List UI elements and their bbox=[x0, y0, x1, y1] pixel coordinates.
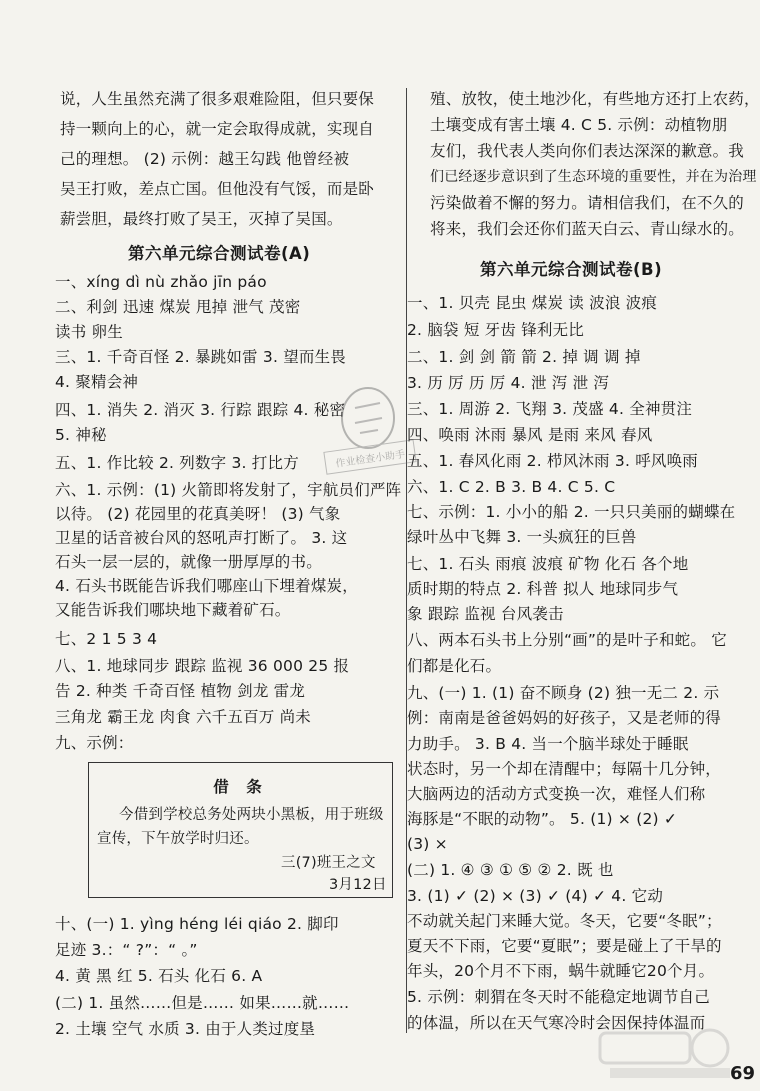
left-intro-line: 薪尝胆，最终打败了吴王，灭掉了吴国。 bbox=[60, 210, 343, 228]
answer-line: 九、(一) 1. (1) 奋不顾身 (2) 独一无二 2. 示 bbox=[407, 684, 720, 702]
answer-line: 三角龙 霸王龙 肉食 六千五百万 尚未 bbox=[55, 708, 312, 726]
iou-note bbox=[88, 762, 393, 898]
answer-line: 年头，20个月不下雨，蜗牛就睡它20个月。 bbox=[407, 962, 715, 980]
answer-line: 三、1. 周游 2. 飞翔 3. 茂盛 4. 全神贯注 bbox=[407, 400, 693, 418]
right-intro-line: 将来，我们会还你们蓝天白云、青山绿水的。 bbox=[430, 220, 745, 238]
answer-line: 四、唤雨 沐雨 暴风 是雨 来风 春风 bbox=[407, 426, 653, 444]
answer-line: 四、1. 消失 2. 消灭 3. 行踪 跟踪 4. 秘密 bbox=[55, 401, 346, 419]
answer-line: 一、1. 贝壳 昆虫 煤炭 读 波浪 波痕 bbox=[407, 294, 658, 312]
answer-line: 大脑两边的活动方式变换一次，难怪人们称 bbox=[407, 785, 706, 803]
answer-line: 十、(一) 1. yìng héng léi qiáo 2. 脚印 bbox=[55, 915, 339, 933]
right-intro-line: 友们，我代表人类向你们表达深深的歉意。我 bbox=[430, 142, 745, 160]
note-title: 借 条 bbox=[213, 778, 268, 796]
section-title-a: 第六单元综合测试卷(A) bbox=[128, 244, 311, 263]
answer-line: 4. 石头书既能告诉我们哪座山下埋着煤炭， bbox=[55, 577, 358, 595]
stamp-text: 作业检查小助手 bbox=[334, 449, 406, 470]
answer-line: 不动就关起门来睡大觉。冬天，它要“冬眠”； bbox=[407, 912, 722, 930]
answer-line: 七、1. 石头 雨痕 波痕 矿物 化石 各个地 bbox=[407, 555, 689, 573]
section-title-b: 第六单元综合测试卷(B) bbox=[480, 260, 663, 279]
answer-line: 2. 土壤 空气 水质 3. 由于人类过度垦 bbox=[55, 1020, 316, 1038]
answer-line: 以待。 (2) 花园里的花真美呀！ (3) 气象 bbox=[55, 505, 341, 523]
answer-line: 3. (1) ✓ (2) × (3) ✓ (4) ✓ 4. 它动 bbox=[407, 887, 664, 905]
page-number: 69 bbox=[730, 1063, 756, 1084]
answer-line: 告 2. 种类 千奇百怪 植物 剑龙 雷龙 bbox=[55, 682, 306, 700]
answer-line: 2. 脑袋 短 牙齿 锋利无比 bbox=[407, 321, 584, 339]
answer-line: 们都是化石。 bbox=[407, 657, 502, 675]
homework-stamp-icon bbox=[320, 378, 420, 488]
answer-line: 七、2 1 5 3 4 bbox=[55, 630, 158, 648]
answer-line: 六、1. 示例：(1) 火箭即将发射了，宇航员们严阵 bbox=[55, 481, 402, 499]
answer-line: 状态时，另一个却在清醒中；每隔十几分钟， bbox=[407, 760, 722, 778]
left-intro-line: 说，人生虽然充满了很多艰难险阻，但只要保 bbox=[60, 90, 375, 108]
answer-line: 卫星的话音被台风的怒吼声打断了。 3. 这 bbox=[55, 529, 348, 547]
answer-line: 石头一层一层的，就像一册厚厚的书。 bbox=[55, 553, 322, 571]
left-intro-line: 持一颗向上的心，就一定会取得成就，实现自 bbox=[60, 120, 375, 138]
answer-line: 八、1. 地球同步 跟踪 监视 36 000 25 报 bbox=[55, 657, 350, 675]
answer-line: 二、利剑 迅速 煤炭 甩掉 泄气 茂密 bbox=[55, 298, 301, 316]
answer-line: 5. 示例：刺猬在冬天时不能稳定地调节自己 bbox=[407, 988, 710, 1006]
right-intro-line: 们已经逐步意识到了生态环境的重要性，并在为治理 bbox=[430, 169, 757, 185]
answer-line: 象 跟踪 监视 台风袭击 bbox=[407, 605, 564, 623]
note-signature: 三(7)班王之文 bbox=[281, 855, 376, 871]
answer-line: 足迹 3.：“ ?”：“ 。” bbox=[55, 941, 198, 959]
answer-line: 读书 卵生 bbox=[55, 323, 123, 341]
answer-line: 七、示例：1. 小小的船 2. 一只只美丽的蝴蝶在 bbox=[407, 503, 736, 521]
answer-line: 4. 黄 黑 红 5. 石头 化石 6. A bbox=[55, 967, 263, 985]
answer-line: 二、1. 剑 剑 箭 箭 2. 掉 调 调 掉 bbox=[407, 348, 641, 366]
note-date: 3月12日 bbox=[329, 877, 387, 893]
left-intro-line: 己的理想。 (2) 示例：越王勾践 他曾经被 bbox=[60, 150, 350, 168]
answer-line: 5. 神秘 bbox=[55, 426, 107, 444]
answer-line: 夏天不下雨，它要“夏眠”；要是碰上了干旱的 bbox=[407, 937, 722, 955]
answer-line: 质时期的特点 2. 科普 拟人 地球同步气 bbox=[407, 580, 679, 598]
right-intro-line: 污染做着不懈的努力。请相信我们，在不久的 bbox=[430, 194, 745, 212]
answer-line: 海豚是“不眠的动物”。 5. (1) × (2) ✓ bbox=[407, 810, 678, 828]
answer-line: 九、示例： bbox=[55, 734, 134, 752]
answer-line: 力助手。 3. B 4. 当一个脑半球处于睡眠 bbox=[407, 735, 689, 753]
right-intro-line: 殖、放牧，使土地沙化，有些地方还打上农药， bbox=[430, 90, 760, 108]
note-line: 宣传，下午放学时归还。 bbox=[97, 831, 259, 847]
answer-line: 一、xíng dì nù zhǎo jīn páo bbox=[55, 273, 267, 291]
answer-line: (二) 1. 虽然……但是…… 如果……就…… bbox=[55, 994, 350, 1012]
answer-line: 3. 历 厉 历 厉 4. 泄 泻 泄 泻 bbox=[407, 374, 610, 392]
answer-line: 又能告诉我们哪块地下藏着矿石。 bbox=[55, 601, 291, 619]
answer-line: 八、两本石头书上分别“画”的是叶子和蛇。 它 bbox=[407, 631, 727, 649]
note-line: 今借到学校总务处两块小黑板，用于班级 bbox=[119, 807, 384, 823]
answer-line: 例：南南是爸爸妈妈的好孩子，又是老师的得 bbox=[407, 709, 722, 727]
answer-line: 五、1. 春风化雨 2. 栉风沐雨 3. 呼风唤雨 bbox=[407, 452, 699, 470]
answer-line: 三、1. 千奇百怪 2. 暴跳如雷 3. 望而生畏 bbox=[55, 348, 347, 366]
answer-line: 4. 聚精会神 bbox=[55, 373, 139, 391]
answer-line: 绿叶丛中飞舞 3. 一头疯狂的巨兽 bbox=[407, 528, 637, 546]
right-intro-line: 土壤变成有害土壤 4. C 5. 示例：动植物朋 bbox=[430, 116, 728, 134]
answer-line: 六、1. C 2. B 3. B 4. C 5. C bbox=[407, 478, 616, 496]
answer-line: (二) 1. ④ ③ ① ⑤ ② 2. 既 也 bbox=[407, 861, 614, 879]
answer-line: (3) × bbox=[407, 835, 448, 853]
left-intro-line: 吴王打败，差点亡国。但他没有气馁，而是卧 bbox=[60, 180, 375, 198]
watermark-logo-icon bbox=[590, 1023, 740, 1083]
answer-line: 五、1. 作比较 2. 列数字 3. 打比方 bbox=[55, 454, 299, 472]
answer-line: 的体温，所以在天气寒冷时会因保持体温而 bbox=[407, 1014, 706, 1032]
